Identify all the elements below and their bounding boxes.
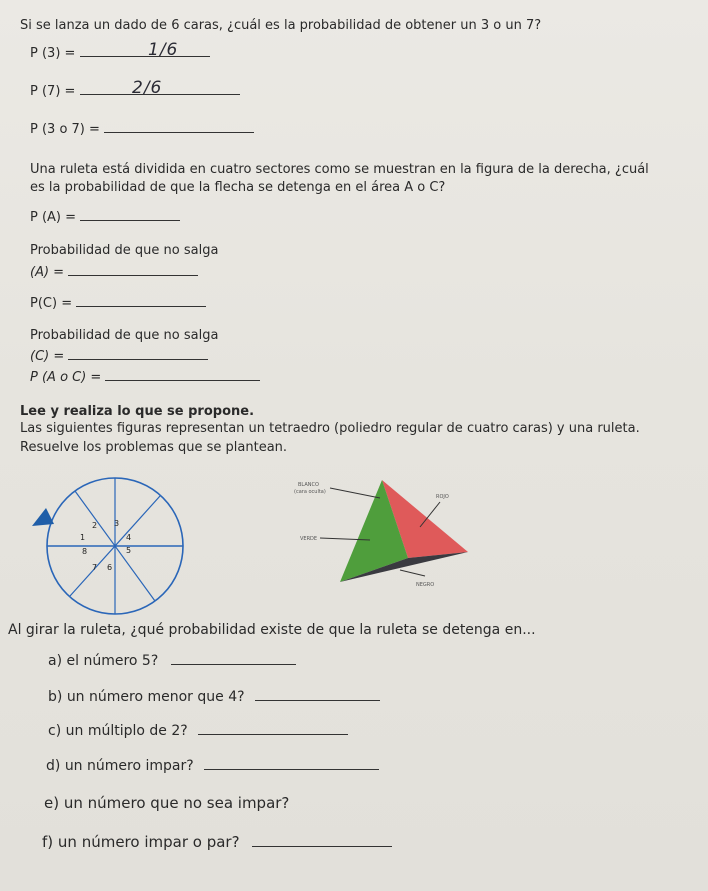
- p3o7-label: P (3 o 7) =: [30, 122, 100, 137]
- problem2-question-line1: Una ruleta está dividida en cuatro sectores como se muestran en la figura de la derecha, ¿cuál: [30, 162, 649, 177]
- roulette-number-1: 1: [80, 533, 86, 542]
- prob-not-c-title: Probabilidad de que no salga: [30, 328, 219, 343]
- roulette-number-8: 8: [82, 547, 88, 556]
- not-c-row: [30, 347, 208, 365]
- questions-intro: Al girar la ruleta, ¿qué probabilidad existe de que la ruleta se detenga en...: [8, 622, 536, 638]
- question-d-text: un número impar?: [64, 758, 194, 774]
- section-line2: Resuelve los problemas que se plantean.: [20, 440, 288, 455]
- tetra-label-rojo: ROJO: [436, 494, 449, 500]
- question-d-blank[interactable]: [204, 757, 379, 770]
- question-a-letter: a): [48, 653, 63, 669]
- pa-row: [30, 208, 180, 226]
- question-f-blank[interactable]: [252, 834, 392, 847]
- question-b: [48, 688, 380, 705]
- not-a-blank[interactable]: [68, 263, 198, 276]
- roulette-pointer-icon: [32, 508, 54, 526]
- not-a-label: (A) =: [30, 265, 65, 280]
- tetra-pointer-negro: [400, 570, 425, 576]
- problem2-question-line2: es la probabilidad de que la flecha se detenga en el área A o C?: [30, 180, 446, 195]
- pa-label: P (A) =: [30, 210, 77, 225]
- p3-blank[interactable]: [80, 44, 210, 57]
- tetrahedron-figure: [290, 472, 480, 592]
- prob-not-a-title: Probabilidad de que no salga: [30, 243, 219, 258]
- question-d-letter: d): [46, 758, 61, 774]
- problem1-question: Si se lanza un dado de 6 caras, ¿cuál es la probabilidad de obtener un 3 o un 7?: [20, 18, 542, 33]
- question-c: [48, 722, 348, 739]
- question-b-blank[interactable]: [255, 688, 380, 701]
- roulette-number-3: 3: [114, 519, 120, 528]
- pa-blank[interactable]: [80, 208, 180, 221]
- section-title: Lee y realiza lo que se propone.: [20, 404, 255, 419]
- pac-blank[interactable]: [105, 368, 260, 381]
- question-f-letter: f): [42, 833, 54, 851]
- p7-answer: 2/6: [132, 78, 163, 98]
- roulette-number-7: 7: [92, 563, 98, 572]
- section-line1: Las siguientes figuras representan un tetraedro (poliedro regular de cuatro caras) y una ruleta.: [20, 421, 640, 436]
- p3-answer: 1/6: [148, 40, 179, 60]
- question-e: [44, 795, 289, 811]
- question-a-blank[interactable]: [171, 652, 296, 665]
- question-b-letter: b): [48, 689, 63, 705]
- pc-label: P(C) =: [30, 296, 73, 311]
- roulette-number-6: 6: [107, 563, 113, 572]
- pac-label: P (A o C) =: [30, 370, 102, 385]
- question-d: [46, 757, 379, 774]
- tetra-label-negro: NEGRO: [416, 582, 435, 588]
- p3-row: [30, 44, 210, 62]
- question-a-text: el número 5?: [66, 653, 159, 669]
- p3-label: P (3) =: [30, 46, 76, 61]
- pac-row: [30, 368, 260, 386]
- question-b-text: un número menor que 4?: [66, 689, 245, 705]
- not-c-blank[interactable]: [68, 347, 208, 360]
- question-f-text: un número impar o par?: [57, 833, 240, 851]
- roulette-number-2: 2: [92, 521, 98, 530]
- question-c-text: un múltiplo de 2?: [65, 723, 188, 739]
- question-c-blank[interactable]: [198, 722, 348, 735]
- roulette-figure: [30, 476, 200, 616]
- question-e-letter: e): [44, 794, 60, 812]
- not-a-row: [30, 263, 198, 281]
- p3o7-blank[interactable]: [104, 120, 254, 133]
- p3o7-row: [30, 120, 254, 138]
- pc-row: [30, 294, 206, 312]
- pc-blank[interactable]: [76, 294, 206, 307]
- tetra-pointer-blanco: [330, 488, 380, 498]
- not-c-label: (C) =: [30, 349, 65, 364]
- tetra-label-blanco: BLANCO: [298, 482, 319, 488]
- question-c-letter: c): [48, 723, 62, 739]
- tetra-label-verde: VERDE: [300, 536, 318, 542]
- question-e-text: un número que no sea impar?: [63, 794, 290, 812]
- p7-label: P (7) =: [30, 84, 76, 99]
- question-f: [42, 834, 392, 850]
- roulette-number-5: 5: [126, 546, 132, 555]
- tetra-label-oculta: (cara oculta): [294, 489, 326, 495]
- roulette-number-4: 4: [126, 533, 132, 542]
- question-a: [48, 652, 296, 669]
